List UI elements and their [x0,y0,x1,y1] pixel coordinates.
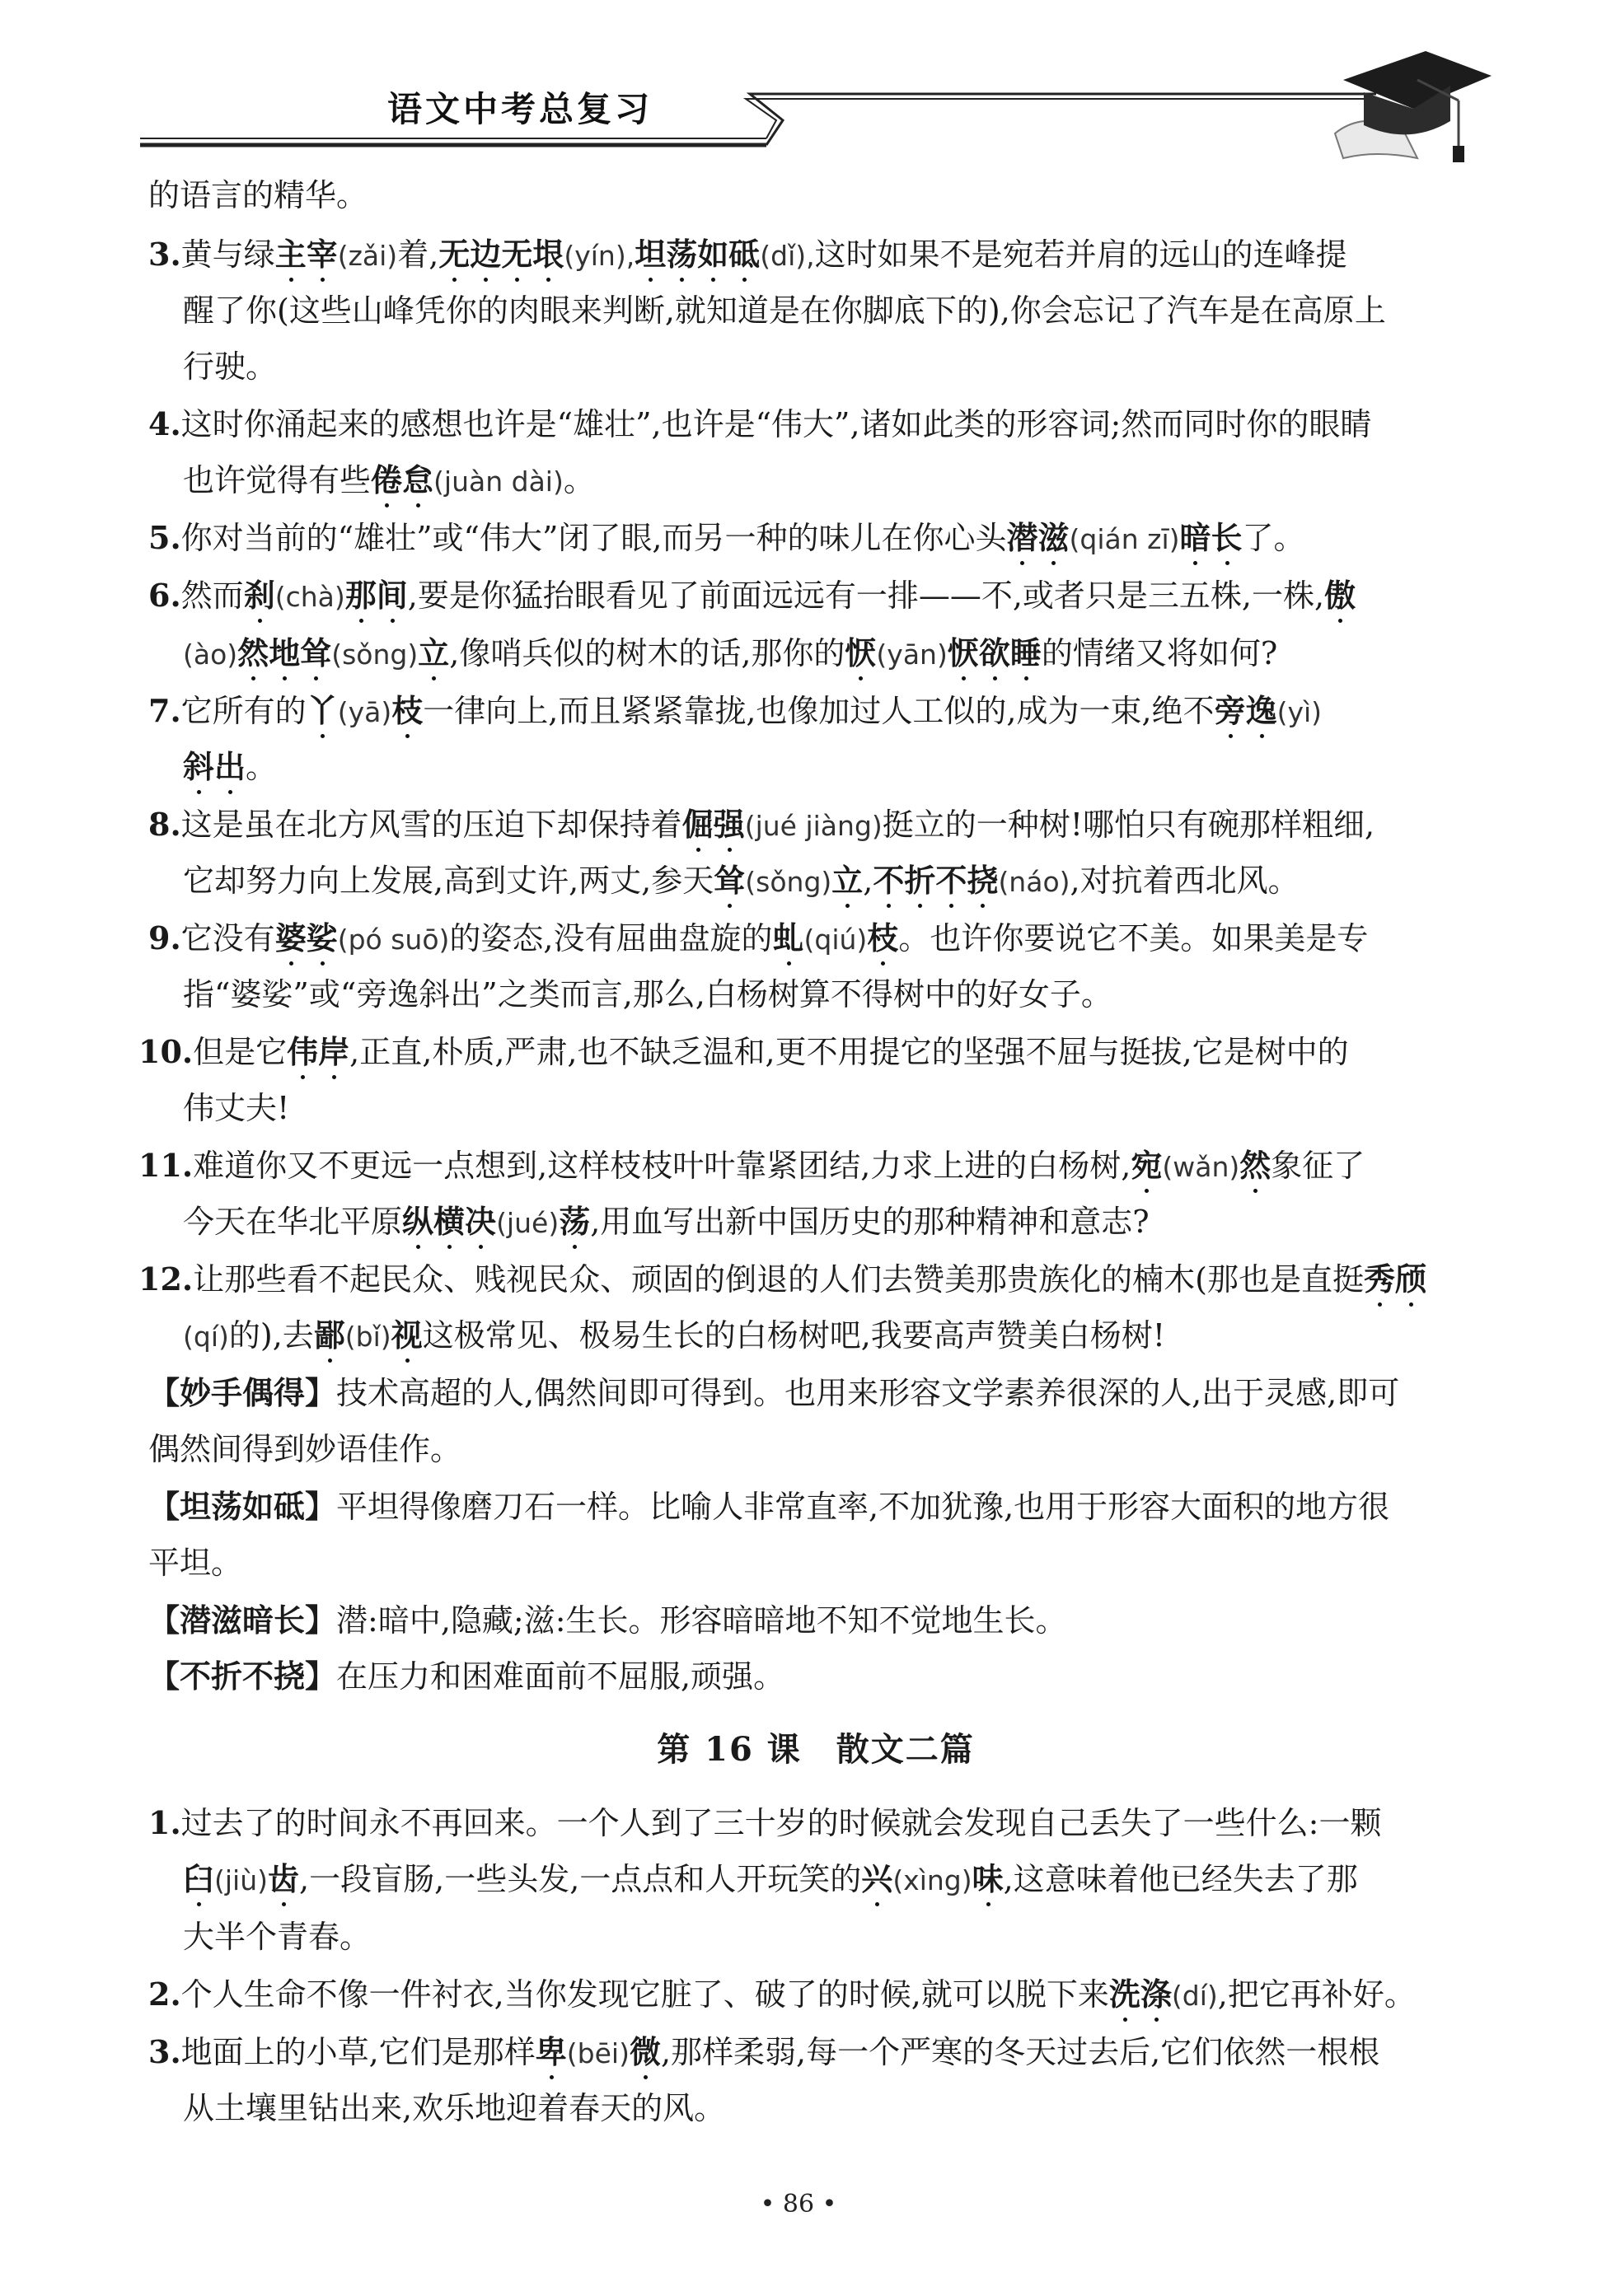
emphasized-word: 齿 [268,1861,299,1897]
text-segment: 的姿态,没有屈曲盘旋的 [449,920,773,956]
numbered-sentence-line [138,1031,1349,1073]
text-segment: 从土壤里钻出来,欢乐地迎着春天的风。 [183,2090,726,2126]
text-line [183,1087,289,1129]
emphasized-word: 潜滋 [1006,520,1069,556]
graduation-cap-icon [1327,35,1492,166]
text-segment: 它没有 [180,920,275,956]
section-heading: 第 16 课 散文二篇 [657,1730,975,1769]
numbered-sentence-line [148,690,1322,732]
pinyin-annotation: (sǒng) [331,638,419,671]
emphasized-word: 虬 [773,920,804,956]
text-segment: 它所有的 [180,693,307,729]
numbered-sentence-line [148,575,1356,616]
text-segment: 平坦。 [148,1545,243,1581]
text-segment: , [863,863,873,899]
text-line [183,974,1112,1015]
text-line [148,1429,461,1470]
text-line [183,746,277,788]
pinyin-annotation: (qiú) [803,924,868,956]
emphasized-word: 恹欲睡 [948,635,1042,671]
text-segment: 黄与绿 [180,236,275,273]
text-segment: 的情绪又将如何? [1041,635,1278,671]
header-title: 语文中考总复习 [387,89,653,129]
emphasized-word: 无边无垠 [438,236,564,273]
idiom-term: 【妙手偶得】 [148,1374,337,1411]
text-segment: 。 [246,749,278,785]
numbered-sentence-line [148,517,1305,559]
text-segment: 的语言的精华。 [148,177,368,213]
text-segment: 然而 [180,578,244,614]
text-segment: 伟丈夫! [183,1090,290,1126]
text-segment: ,对抗着西北风。 [1070,863,1300,899]
pinyin-annotation: (chà) [274,581,345,613]
emphasized-word: 暗长 [1179,520,1242,556]
text-segment: 过去了的时间永不再回来。一个人到了三十岁的时候就会发现自己丢失了一些什么:一颗 [180,1805,1382,1841]
pinyin-annotation: (zǎi) [337,240,398,272]
text-segment: 一律向上,而且紧紧靠拢,也像加过人工似的,成为一束,绝不 [423,693,1215,729]
item-number: 2. [148,1976,181,2013]
emphasized-word: 宛 [1131,1148,1162,1184]
emphasized-word: 旁逸 [1215,693,1277,729]
text-segment: 也许觉得有些 [183,462,372,498]
text-line [148,175,368,216]
text-line [183,1315,1165,1356]
emphasized-word: 视 [391,1317,423,1354]
pinyin-annotation: (jué jiàng) [744,810,883,842]
emphasized-word: 枝 [391,693,423,729]
pinyin-annotation: (bǐ) [344,1321,391,1353]
item-number: 10. [138,1033,194,1070]
text-segment: 偶然间得到妙语佳作。 [148,1431,462,1467]
text-segment: 着, [397,236,439,273]
pinyin-annotation: (qí) [183,1321,229,1353]
text-segment: 难道你又不更远一点想到,这样枝枝叶叶靠紧团结,力求上进的白杨树, [193,1148,1131,1184]
emphasized-word: 傲 [1324,578,1356,614]
pinyin-annotation: (dí) [1171,1980,1218,2012]
text-segment: 的),去 [228,1317,314,1354]
numbered-sentence-line [148,804,1375,845]
emphasized-word: 然地耸 [237,635,331,671]
emphasized-word: 斜出 [183,749,246,785]
text-line [183,290,1386,331]
text-segment: 这是虽在北方风雪的压迫下却保持着 [180,807,682,843]
text-segment: 但是它 [193,1034,288,1070]
text-segment: 行驶。 [183,348,278,385]
emphasized-word: 微 [630,2034,661,2070]
text-segment: 这时如果不是宛若并肩的远山的连峰提 [814,236,1347,273]
text-segment: 象征了 [1271,1148,1365,1184]
text-segment: ,把它再补好。 [1217,1976,1416,2013]
emphasized-word: 耸 [714,863,745,899]
emphasized-word: 卑 [536,2034,567,2070]
text-segment: ,这意味着他已经失去了那 [1003,1861,1358,1897]
emphasized-word: 荡 [559,1204,590,1240]
text-segment: 平坦得像磨刀石一样。比喻人非常直率,不加犹豫,也用于形容大面积的地方很 [336,1489,1390,1525]
pinyin-annotation: (jué) [496,1207,560,1239]
text-segment: 潜:暗中,隐藏;滋:生长。形容暗暗地不知不觉地生长。 [336,1602,1067,1639]
text-segment: 挺立的一种树!哪怕只有碗那样粗细, [882,807,1375,843]
emphasized-word: 恹 [845,635,876,671]
numbered-sentence-line [138,1145,1365,1186]
text-line [183,460,595,501]
numbered-sentence-line [148,1974,1416,2015]
page-number: • 86 • [760,2190,837,2219]
pinyin-annotation: (yì) [1276,696,1323,728]
text-segment: 在压力和困难面前不屈服,顽强。 [336,1658,785,1695]
pinyin-annotation: (ào) [183,638,238,671]
text-line [183,1916,371,1957]
text-segment: 。 [563,462,595,498]
emphasized-word: 秀颀 [1364,1261,1426,1298]
emphasized-word: 主宰 [275,236,338,273]
numbered-sentence-line [148,404,1371,445]
pinyin-annotation: (yín), [564,240,635,272]
text-segment: 这极常见、极易生长的白杨树吧,我要高声赞美白杨树! [422,1317,1166,1354]
emphasized-word: 味 [972,1861,1004,1897]
item-number: 3. [148,2033,181,2070]
item-number: 9. [148,919,181,956]
text-segment: 。也许你要说它不美。如果美是专 [898,920,1369,956]
emphasized-word: 倔强 [682,807,745,843]
item-number: 3. [148,236,181,273]
text-segment: 技术高超的人,偶然间即可得到。也用来形容文学素养很深的人,出于灵感,即可 [336,1375,1400,1411]
pinyin-annotation: (pó suō) [337,924,450,956]
numbered-sentence-line [148,1803,1381,1844]
emphasized-word: 刹 [244,578,275,614]
numbered-sentence-line [148,234,1347,275]
pinyin-annotation: (xìng) [892,1864,972,1896]
text-segment: ,要是你猛抬眼看见了前面远远有一排——不,或者只是三五株,一株, [407,578,1325,614]
emphasized-word: 然 [1239,1148,1271,1184]
text-segment: 它却努力向上发展,高到丈许,两丈,参天 [183,863,714,899]
numbered-sentence-line [138,1259,1426,1300]
pinyin-annotation: (bēi) [566,2037,630,2069]
idiom-term: 【坦荡如砥】 [148,1488,337,1525]
text-segment: ,那样柔弱,每一个严寒的冬天过去后,它们依然一根根 [660,2034,1380,2070]
emphasized-word: 不折不挠 [873,863,998,899]
text-line [148,1600,1067,1641]
text-line [148,1372,1399,1414]
text-line [148,1656,784,1697]
item-number: 1. [148,1804,181,1841]
emphasized-word: 立 [831,863,863,899]
text-line [183,2088,725,2129]
text-segment: 让那些看不起民众、贱视民众、顽固的倒退的人们去赞美那贵族化的楠木(那也是直挺 [193,1261,1364,1298]
emphasized-word: 洗涤 [1109,1976,1172,2013]
numbered-sentence-line [148,918,1368,959]
text-segment: 今天在华北平原 [183,1204,403,1240]
text-segment: 大半个青春。 [183,1919,372,1955]
emphasized-word: 坦荡如砥 [635,236,760,273]
item-number: 7. [148,692,181,729]
text-segment: 指“婆娑”或“旁逸斜出”之类而言,那么,白杨树算不得树中的好女子。 [183,976,1112,1012]
pinyin-annotation: (náo) [998,866,1070,898]
page-header [140,41,1541,173]
emphasized-word: 丫 [307,693,338,729]
item-number: 4. [148,405,181,442]
emphasized-word: 纵横决 [402,1204,496,1240]
pinyin-annotation: (qián zī) [1069,523,1180,555]
pinyin-annotation: (yān) [876,638,948,671]
emphasized-word: 兴 [861,1861,892,1897]
pinyin-annotation: (dǐ), [760,240,815,272]
pinyin-annotation: (juàn dài) [433,465,564,498]
item-number: 12. [138,1260,194,1298]
text-segment: 你对当前的“雄壮”或“伟大”闭了眼,而另一种的味儿在你心头 [180,520,1007,556]
emphasized-word: 鄙 [314,1317,345,1354]
item-number: 5. [148,519,181,556]
emphasized-word: 枝 [867,920,898,956]
item-number: 11. [138,1147,194,1184]
text-segment: 地面上的小草,它们是那样 [180,2034,536,2070]
text-segment: ,像哨兵似的树木的话,那你的 [449,635,845,671]
text-segment: ,正直,朴质,严肃,也不缺乏温和,更不用提它的坚强不屈与挺拔,它是树中的 [349,1034,1349,1070]
text-segment: 个人生命不像一件衬衣,当你发现它脏了、破了的时候,就可以脱下来 [180,1976,1109,2013]
text-line [183,633,1277,674]
text-segment: 了。 [1242,520,1305,556]
item-number: 8. [148,806,181,843]
text-line [183,346,277,387]
idiom-term: 【不折不挠】 [148,1658,337,1695]
pinyin-annotation: (jiù) [214,1864,269,1896]
text-segment: ,一段盲肠,一些头发,一点点和人开玩笑的 [299,1861,862,1897]
text-line [183,1859,1358,1900]
pinyin-annotation: (wǎn) [1162,1151,1240,1183]
emphasized-word: 臼 [183,1861,214,1897]
emphasized-word: 婆娑 [275,920,338,956]
text-line [183,860,1300,901]
text-line [183,1201,1150,1242]
idiom-term: 【潜滋暗长】 [148,1602,337,1639]
emphasized-word: 倦怠 [371,462,433,498]
text-line [148,1486,1389,1527]
text-segment: 醒了你(这些山峰凭你的肉眼来判断,就知道是在你脚底下的),你会忘记了汽车是在高原上 [183,292,1386,329]
text-segment: ,用血写出新中国历史的那种精神和意志? [590,1204,1150,1240]
emphasized-word: 立 [418,635,449,671]
numbered-sentence-line [148,2032,1379,2073]
pinyin-annotation: (sǒng) [745,866,832,898]
emphasized-word: 那间 [345,578,408,614]
text-segment: 这时你涌起来的感想也许是“雄壮”,也许是“伟大”,诸如此类的形容词;然而同时你的眼睛 [180,406,1372,442]
pinyin-annotation: (yā) [337,696,392,728]
item-number: 6. [148,577,181,614]
emphasized-word: 伟岸 [287,1034,349,1070]
text-line [148,1542,242,1583]
